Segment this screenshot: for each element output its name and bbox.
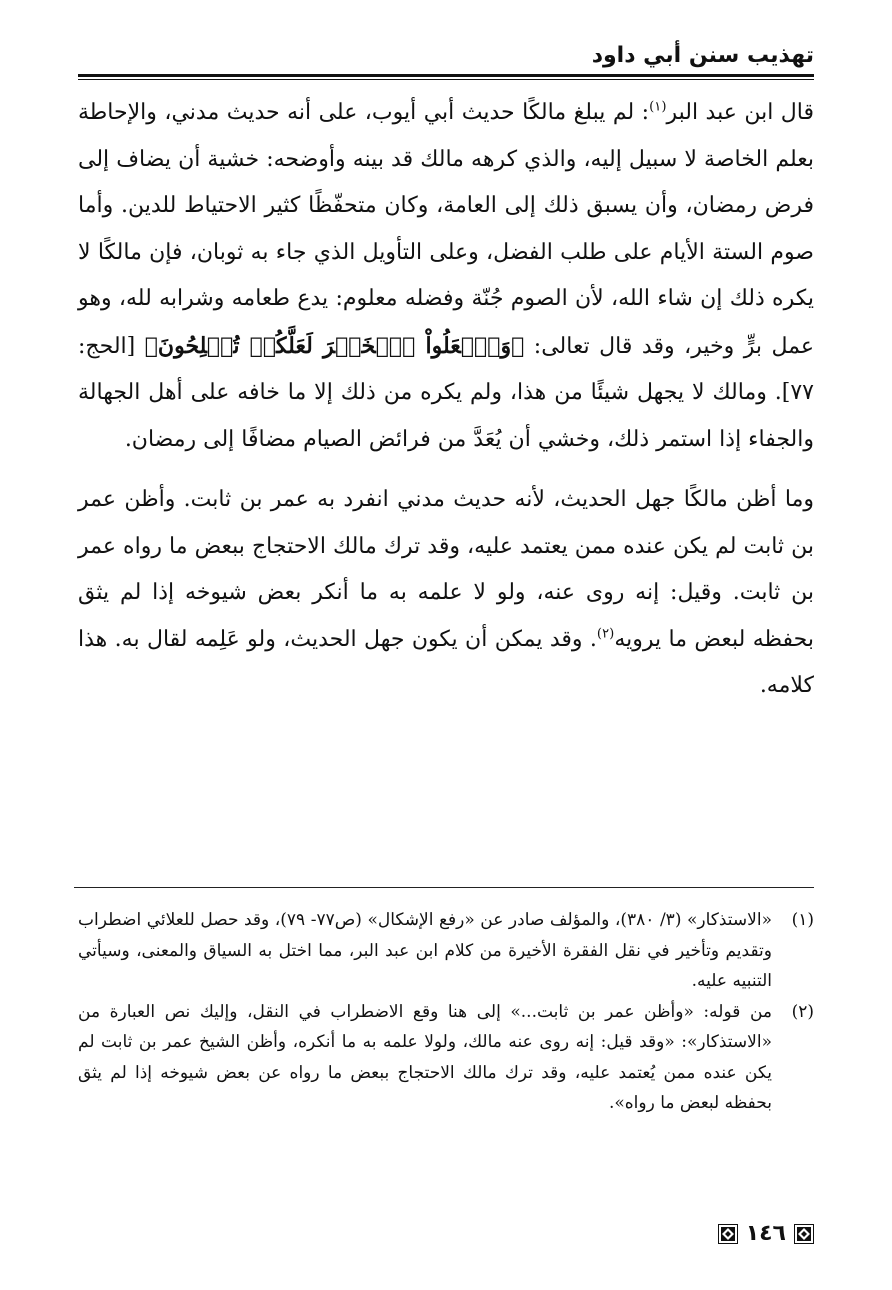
footnote-2-number: (٢) [791,1001,814,1022]
page-number: ١٤٦ [745,1221,786,1246]
running-header: تهذيب سنن أبي داود [591,43,814,68]
footnote-1-number: (١) [791,910,814,930]
paragraph-1-part-c: [الحج: ٧٧]. ومالك لا يجهل شيئًا من هذا، ولم يكره من ذلك إلا ما خافه على أهل الجهالة والجفاء إذا استمر ذلك، وخشي أن يُعَدَّ من فرائض الصيام مضافًا إلى رمضان. [78,333,814,452]
footnote-1 [78,905,814,997]
page-footer [718,1222,814,1246]
footnote-ref-1: (١) [649,99,667,115]
book-page [78,0,814,1290]
header-rule-thick [78,74,814,77]
paragraph-1 [78,90,814,463]
paragraph-2 [78,477,814,710]
ornament-square-icon [794,1224,814,1244]
footnote-separator [74,887,814,888]
quran-verse: ﴿وَٱفۡعَلُواْ ٱلۡخَيۡرَ لَعَلَّكُمۡ تُفۡلِحُونَ﴾ [144,332,525,359]
ornament-square-icon [718,1224,738,1244]
header-rule-thin [78,79,814,80]
footnote-2 [78,997,814,1119]
footnotes [78,905,814,1119]
paragraph-1-part-b: : لم يبلغ مالكًا حديث أبي أيوب، على أنه حديث مدني، والإحاطة بعلم الخاصة لا سبيل إليه، والذي كرهه مالك قد بينه وأوضحه: خشية أن يضاف إلى فرض رمضان، وأن يسبق ذلك إلى العامة، وكان متحفّظًا كثير الاحتياط للدين. وأما صوم الستة الأيام على طلب الفضل، وعلى التأويل الذي جاء به ثوبان، فإن مالكًا لا يكره ذلك إن شاء الله، لأن الصوم جُنّة وفضله معلوم: يدع طعامه وشرابه لله، وهو عمل برٍّ وخير، وقد قال تعالى: [78,100,814,359]
footnote-1-text: «الاستذكار» (٣/ ٣٨٠)، والمؤلف صادر عن «رفع الإشكال» (ص٧٧- ٧٩)، وقد حصل للعلائي اضطراب وتقديم وتأخير في نقل الفقرة الأخيرة من كلام ابن عبد البر، مما اختل به السياق والمعنى، وسيأتي التنبيه عليه. [78,910,772,991]
footnote-2-text: من قوله: «وأظن عمر بن ثابت...» إلى هنا وقع الاضطراب في النقل، وإليك نص العبارة من «الاستذكار»: «وقد قيل: إنه روى عنه مالك، ولولا علمه به ما أنكره، وأظن الشيخ عمر بن ثابت لم يكن عنده ممن يُعتمد عليه، وقد ترك مالك الاحتجاج ببعض ما رواه عن بعض شيوخه إذا لم يثق بحفظه لبعض ما رواه». [78,1001,772,1113]
footnote-ref-2: (٢) [596,626,615,642]
paragraph-2-part-b: . وقد يمكن أن يكون جهل الحديث، ولو عَلِمه لقال به. هذا كلامه. [78,626,814,698]
paragraph-1-part-a: قال ابن عبد البر [666,100,814,125]
main-text [78,90,814,710]
paragraph-2-part-a: وما أظن مالكًا جهل الحديث، لأنه حديث مدني انفرد به عمر بن ثابت. وأظن عمر بن ثابت لم يكن عنده ممن يعتمد عليه، وقد ترك مالك الاحتجاج ببعض ما رواه عمر بن ثابت. وقيل: إنه روى عنه، ولو لا علمه به ما أنكر بعض شيوخه إذا لم يثق بحفظه لبعض ما يرويه [78,487,814,652]
